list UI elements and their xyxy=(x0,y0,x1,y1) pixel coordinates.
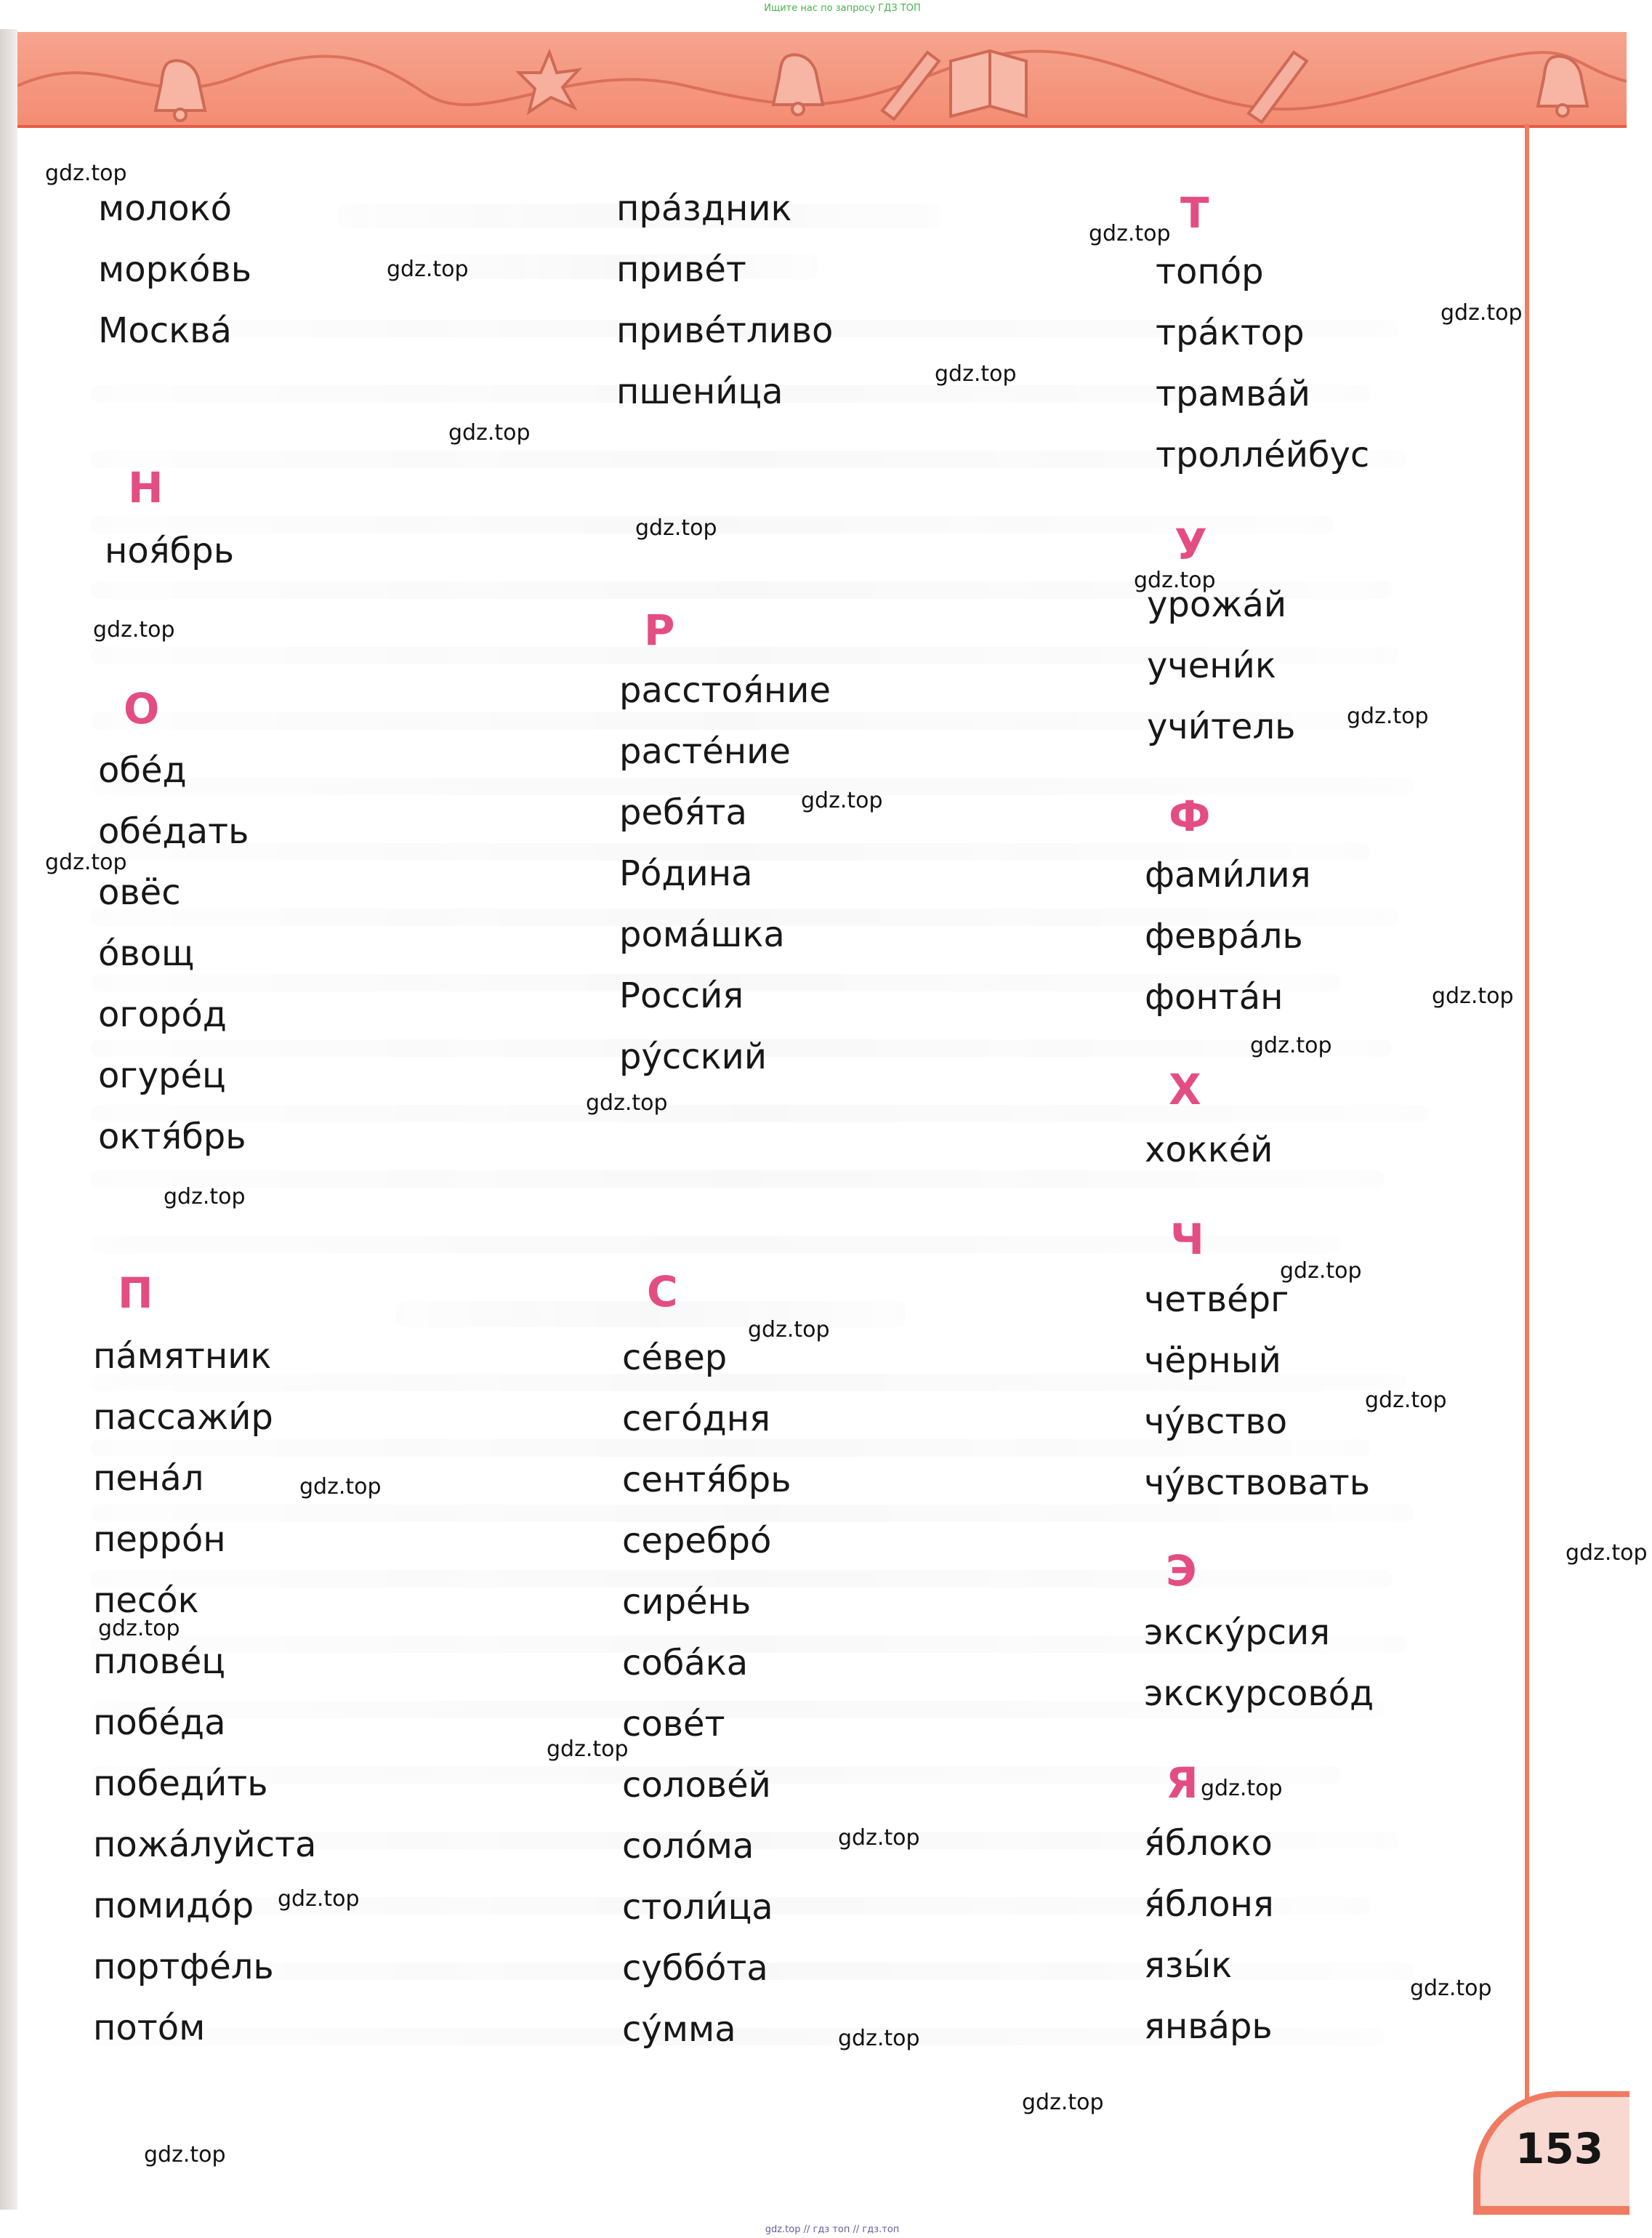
dictionary-word: сире́нь xyxy=(622,1582,752,1622)
right-margin-rule xyxy=(1525,124,1529,2211)
dictionary-word: побе́да xyxy=(93,1702,226,1743)
dictionary-word: четве́рг xyxy=(1144,1279,1289,1320)
page-number: 153 xyxy=(1515,2124,1604,2173)
bottom-note: gdz.top // гдз топ // гдз.топ xyxy=(765,2224,900,2235)
watermark-text: gdz.top xyxy=(838,1825,920,1851)
dictionary-word: сего́дня xyxy=(622,1398,770,1439)
dictionary-word: пшени́ца xyxy=(616,371,783,412)
dictionary-word: чёрный xyxy=(1144,1340,1281,1381)
watermark-text: gdz.top xyxy=(1365,1388,1447,1413)
watermark-text: gdz.top xyxy=(164,1184,246,1209)
dictionary-word: приве́тливо xyxy=(616,310,834,351)
watermark-text: gdz.top xyxy=(1089,221,1171,246)
watermark-text: gdz.top xyxy=(448,420,531,446)
watermark-text: gdz.top xyxy=(586,1090,668,1116)
pen-icon xyxy=(882,52,939,119)
section-letter-ya: Я xyxy=(1166,1758,1198,1808)
watermark-text: gdz.top xyxy=(299,1474,382,1500)
decorative-header-illustration xyxy=(17,32,1627,125)
dictionary-word: серебро́ xyxy=(622,1521,772,1561)
dictionary-word: ру́сский xyxy=(619,1037,767,1077)
dictionary-word: Росси́я xyxy=(619,975,744,1016)
section-letter-s: С xyxy=(647,1267,678,1316)
dictionary-word: учи́тель xyxy=(1147,707,1296,747)
watermark-text: gdz.top xyxy=(387,257,469,282)
dictionary-word: янва́рь xyxy=(1144,2006,1273,2047)
dictionary-word: па́мятник xyxy=(93,1336,272,1377)
dictionary-word: огуре́ц xyxy=(98,1055,226,1096)
watermark-text: gdz.top xyxy=(547,1736,629,1762)
section-letter-r: Р xyxy=(644,605,675,655)
dictionary-word: Ро́дина xyxy=(619,853,753,894)
dictionary-word: фонта́н xyxy=(1145,977,1284,1018)
watermark-text: gdz.top xyxy=(98,1616,180,1641)
dictionary-word: портфе́ль xyxy=(93,1947,274,1987)
dictionary-word: солове́й xyxy=(622,1765,771,1806)
watermark-text: gdz.top xyxy=(1134,568,1216,593)
section-letter-o: О xyxy=(124,684,160,733)
dictionary-word: Москва́ xyxy=(98,310,232,351)
watermark-text: gdz.top xyxy=(144,2142,226,2167)
dictionary-word: октя́брь xyxy=(98,1116,246,1157)
dictionary-word: хокке́й xyxy=(1145,1130,1273,1170)
left-page-edge xyxy=(0,29,17,2210)
dictionary-word: су́мма xyxy=(622,2009,736,2050)
watermark-text: gdz.top xyxy=(1280,1258,1362,1284)
dictionary-word: пена́л xyxy=(93,1458,204,1499)
watermark-text: gdz.top xyxy=(45,161,127,186)
section-letter-u: У xyxy=(1174,520,1207,569)
dictionary-word: пра́здник xyxy=(616,188,792,229)
dictionary-word: перро́н xyxy=(93,1519,226,1560)
watermark-text: gdz.top xyxy=(1432,983,1514,1009)
section-letter-kh: Х xyxy=(1169,1065,1201,1114)
dictionary-word: тра́ктор xyxy=(1156,313,1305,353)
watermark-text: gdz.top xyxy=(935,361,1017,387)
section-letter-t: Т xyxy=(1180,188,1209,238)
section-letter-n: Н xyxy=(128,463,164,512)
section-letter-f: Ф xyxy=(1169,792,1211,841)
dictionary-word: огоро́д xyxy=(98,994,227,1035)
watermark-text: gdz.top xyxy=(1250,1033,1332,1058)
dictionary-word: я́блоко xyxy=(1144,1823,1273,1864)
dictionary-word: приве́т xyxy=(616,249,746,290)
bell-icon xyxy=(156,60,205,121)
dictionary-word: пожа́луйста xyxy=(93,1824,317,1865)
dictionary-word: ребя́та xyxy=(619,792,747,833)
dictionary-word: тролле́йбус xyxy=(1156,435,1370,475)
dictionary-word: фами́лия xyxy=(1145,855,1311,895)
dictionary-word: соба́ка xyxy=(622,1643,749,1683)
book-icon xyxy=(951,51,1026,116)
dictionary-word: помидо́р xyxy=(93,1885,254,1926)
section-letter-e: Э xyxy=(1166,1546,1197,1595)
dictionary-word: рома́шка xyxy=(619,914,785,955)
watermark-text: gdz.top xyxy=(1201,1776,1283,1801)
dictionary-word: плове́ц xyxy=(93,1641,225,1682)
watermark-text: gdz.top xyxy=(1410,1976,1492,2001)
bell-icon xyxy=(1538,56,1587,116)
watermark-text: gdz.top xyxy=(1566,1540,1648,1566)
dictionary-word: трамва́й xyxy=(1156,374,1310,414)
watermark-text: gdz.top xyxy=(278,1886,360,1912)
dictionary-word: я́блоня xyxy=(1144,1884,1274,1925)
watermark-text: gdz.top xyxy=(748,1317,830,1343)
dictionary-word: учени́к xyxy=(1147,645,1276,686)
bell-icon xyxy=(773,55,823,115)
dictionary-word: се́вер xyxy=(622,1337,728,1378)
dictionary-word: столи́ца xyxy=(622,1887,773,1928)
dictionary-word: февра́ль xyxy=(1145,916,1303,957)
dictionary-word: чу́вствовать xyxy=(1144,1462,1371,1503)
leaf-icon xyxy=(519,52,579,112)
section-letter-p: П xyxy=(118,1268,153,1318)
dictionary-word: расстоя́ние xyxy=(619,670,831,711)
dictionary-word: ноя́брь xyxy=(105,531,234,571)
top-note: Ищите нас по запросу ГДЗ ТОП xyxy=(764,3,921,14)
dictionary-word: о́вощ xyxy=(98,933,195,974)
dictionary-word: победи́ть xyxy=(93,1763,268,1804)
dictionary-word: пото́м xyxy=(93,2008,206,2048)
dictionary-word: обе́д xyxy=(98,750,187,791)
watermark-text: gdz.top xyxy=(1347,704,1429,729)
dictionary-word: чу́вство xyxy=(1144,1401,1288,1442)
dictionary-word: экску́рсия xyxy=(1144,1612,1331,1653)
dictionary-word: топо́р xyxy=(1156,251,1264,292)
watermark-text: gdz.top xyxy=(1441,300,1523,326)
dictionary-word: сове́т xyxy=(622,1704,725,1744)
dictionary-word: соло́ма xyxy=(622,1826,754,1867)
dictionary-word: язы́к xyxy=(1144,1945,1233,1986)
dictionary-word: расте́ние xyxy=(619,731,791,772)
dictionary-word: сентя́брь xyxy=(622,1460,791,1500)
watermark-text: gdz.top xyxy=(838,2026,920,2051)
section-letter-ch: Ч xyxy=(1170,1215,1204,1264)
dictionary-word: обе́дать xyxy=(98,811,249,852)
dictionary-word: урожа́й xyxy=(1147,584,1287,625)
watermark-text: gdz.top xyxy=(635,515,717,541)
watermark-text: gdz.top xyxy=(1022,2090,1104,2115)
pencil-icon xyxy=(1249,52,1307,122)
dictionary-word: песо́к xyxy=(93,1580,199,1621)
watermark-text: gdz.top xyxy=(45,850,127,875)
dictionary-word: пассажи́р xyxy=(93,1397,273,1438)
dictionary-word: экскурсово́д xyxy=(1144,1673,1374,1714)
header-band xyxy=(17,32,1627,128)
watermark-text: gdz.top xyxy=(801,788,883,813)
watermark-text: gdz.top xyxy=(93,617,175,643)
dictionary-word: суббо́та xyxy=(622,1948,768,1989)
dictionary-word: морко́вь xyxy=(98,249,251,290)
dictionary-word: овёс xyxy=(98,872,181,913)
dictionary-word: молоко́ xyxy=(98,188,232,229)
